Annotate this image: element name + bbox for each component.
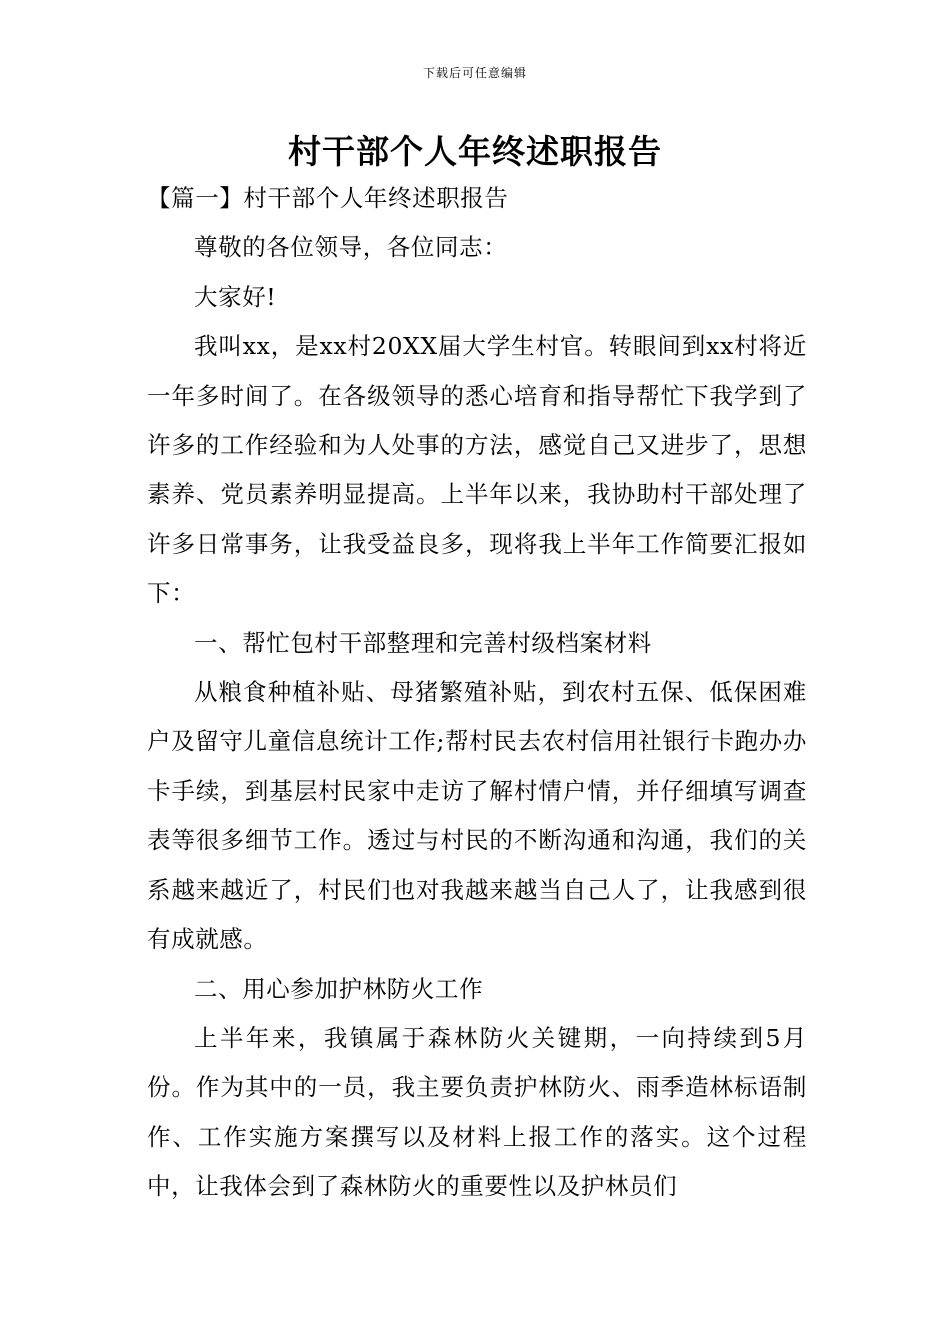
section-1-paragraph: 从粮食种植补贴、母猪繁殖补贴，到农村五保、低保困难户及留守儿童信息统计工作;帮村民去农村信用社银行卡跑办办卡手续，到基层村民家中走访了解村情户情，并仔细填写调查表等很多细节工作。透过与村民的不断沟通和沟通，我们的关系越来越近了，村民们也对我越来越当自己人了，让我感到很有成就感。	[147, 678, 807, 954]
greeting: 大家好!	[194, 282, 277, 311]
section-2-paragraph: 上半年来，我镇属于森林防火关键期，一向持续到5月份。作为其中的一员，我主要负责护林防火、雨季造林标语制作、工作实施方案撰写以及材料上报工作的落实。这个过程中，让我体会到了森林防火的重要性以及护林员们	[147, 1023, 807, 1201]
header-note: 下载后可任意编辑	[422, 66, 527, 80]
section-heading-1: 一、帮忙包村干部整理和完善村级档案材料	[194, 628, 652, 657]
intro-paragraph: 我叫xx，是xx村20XX届大学生村官。转眼间到xx村将近一年多时间了。在各级领导的悉心培育和指导帮忙下我学到了许多的工作经验和为人处事的方法，感觉自己又进步了，思想素养、党员素养明显提高。上半年以来，我协助村干部处理了许多日常事务，让我受益良多，现将我上半年工作简要汇报如下：	[147, 332, 807, 608]
section-heading-2: 二、用心参加护林防火工作	[194, 974, 484, 1003]
salutation: 尊敬的各位领导，各位同志：	[194, 233, 508, 262]
document-title: 村干部个人年终述职报告	[288, 132, 662, 171]
section-label: 【篇一】村干部个人年终述职报告	[147, 184, 509, 212]
document-body	[147, 174, 807, 1212]
